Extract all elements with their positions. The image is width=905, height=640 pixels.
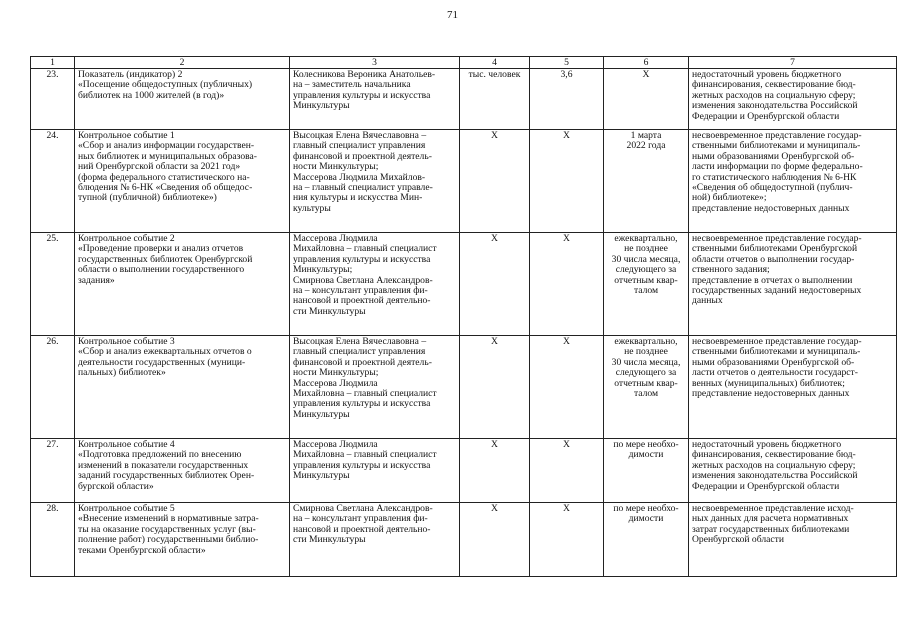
indicator-name-line: деятельности государственных (муници- bbox=[78, 356, 246, 368]
responsible-person-line: Михайловна – главный специалист bbox=[293, 449, 437, 461]
responsible-person-line: на – консультант управления фи- bbox=[293, 513, 428, 525]
header-cell: 2 bbox=[75, 57, 290, 69]
responsible-person-line: финансовой и проектной деятель- bbox=[293, 150, 432, 162]
risk-cell-line: жетных расходов на социальную сферу; bbox=[692, 89, 856, 101]
risk-cell-line: ными образованиями Оренбургской об- bbox=[692, 150, 855, 162]
risk-cell-line: ственными библиотеками и муниципаль- bbox=[692, 346, 861, 358]
indicator-name-line: «Посещение общедоступных (публичных) bbox=[78, 79, 253, 91]
risk-cell-line: недостаточный уровень бюджетного bbox=[692, 439, 842, 450]
risk-cell-line: Федерации и Оренбургской области bbox=[692, 480, 840, 492]
risk-cell-line: го статистического наблюдения № 6-НК bbox=[692, 171, 857, 183]
indicator-name-line: Контрольное событие 5 bbox=[78, 503, 175, 514]
deadline-cell bbox=[604, 336, 689, 439]
indicator-name-line: Контрольное событие 3 bbox=[78, 336, 175, 347]
row-number: 23. bbox=[31, 69, 75, 130]
indicator-name-line: «Сбор и анализ ежеквартальных отчетов о bbox=[78, 346, 252, 358]
indicator-name-line: Контрольное событие 1 bbox=[78, 130, 175, 141]
responsible-person-line: культуры bbox=[293, 202, 331, 214]
deadline-cell-line: 30 числа месяца, bbox=[611, 253, 681, 265]
indicator-name-line: библиотек на 1000 жителей (в год)» bbox=[78, 89, 225, 101]
deadline-cell bbox=[604, 233, 689, 336]
unit-cell: X bbox=[460, 439, 530, 503]
risk-cell-line: представление недостоверных данных bbox=[692, 202, 850, 214]
responsible-person-line: Минкультуры bbox=[293, 100, 350, 112]
row-number: 27. bbox=[31, 439, 75, 503]
deadline-cell-line: следующего за bbox=[615, 264, 677, 276]
indicator-name-line: изменений в показатели государственных bbox=[78, 459, 249, 471]
indicator-name-line: ных библиотек и муниципальных образова- bbox=[78, 150, 258, 162]
risk-cell-line: затрат государственных библиотеками bbox=[692, 523, 850, 535]
responsible-person-line: Минкультуры; bbox=[293, 264, 353, 276]
row-number: 28. bbox=[31, 503, 75, 577]
indicator-name-line: ты на оказание государственных услуг (вы- bbox=[78, 523, 256, 535]
header-cell: 7 bbox=[689, 57, 897, 69]
risk-cell-line: ственного задания; bbox=[692, 264, 770, 276]
deadline-cell-line: следующего за bbox=[615, 367, 677, 379]
responsible-person-line: Массерова Людмила bbox=[293, 439, 378, 450]
risk-cell-line: «Сведения об общедоступной (публич- bbox=[692, 182, 853, 194]
responsible-person-line: Высоцкая Елена Вячеславовна – bbox=[293, 130, 427, 141]
unit-cell: X bbox=[460, 336, 530, 439]
risk-cell-line: финансирования, секвестирование бюд- bbox=[692, 449, 856, 461]
table-row bbox=[31, 336, 897, 439]
responsible-person bbox=[290, 130, 460, 233]
responsible-person-line: на – заместитель начальника bbox=[293, 79, 411, 91]
responsible-person bbox=[290, 69, 460, 130]
risk-cell bbox=[689, 233, 897, 336]
deadline-cell-line: 1 марта bbox=[630, 130, 662, 141]
responsible-person-line: Массерова Людмила Михайлов- bbox=[293, 171, 426, 183]
risk-cell-line: государственных заданий недостоверных bbox=[692, 285, 862, 297]
indicator-name-line: Контрольное событие 2 bbox=[78, 233, 175, 244]
row-number: 26. bbox=[31, 336, 75, 439]
risk-cell-line: Оренбургской области bbox=[692, 534, 784, 546]
responsible-person-line: сти Минкультуры bbox=[293, 305, 366, 317]
responsible-person-line: Михайловна – главный специалист bbox=[293, 243, 437, 255]
risk-cell bbox=[689, 336, 897, 439]
indicator-name-line: пальных) библиотек» bbox=[78, 367, 166, 379]
value-cell: X bbox=[530, 130, 604, 233]
responsible-person-line: управления культуры и искусства bbox=[293, 398, 431, 410]
responsible-person-line: ности Минкультуры; bbox=[293, 161, 379, 173]
responsible-person bbox=[290, 439, 460, 503]
responsible-person-line: управления культуры и искусства bbox=[293, 89, 431, 101]
risk-cell-line: представление в отчетах о выполнении bbox=[692, 274, 853, 286]
plan-table bbox=[30, 56, 897, 577]
table-row bbox=[31, 503, 897, 577]
indicator-name-line: заданий государственных библиотек Орен- bbox=[78, 470, 255, 482]
risk-cell bbox=[689, 503, 897, 577]
indicator-name bbox=[75, 439, 290, 503]
responsible-person-line: Минкультуры bbox=[293, 408, 350, 420]
risk-cell-line: венных (муниципальных) библиотек; bbox=[692, 377, 845, 389]
header-cell: 6 bbox=[604, 57, 689, 69]
responsible-person bbox=[290, 336, 460, 439]
risk-cell-line: финансирования, секвестирование бюд- bbox=[692, 79, 856, 91]
responsible-person bbox=[290, 233, 460, 336]
risk-cell-line: данных bbox=[692, 295, 723, 307]
risk-cell-line: несвоевременное представление исход- bbox=[692, 503, 854, 514]
header-cell: 4 bbox=[460, 57, 530, 69]
indicator-name-line: полнение работ) государственными библио- bbox=[78, 534, 259, 546]
responsible-person-line: управления культуры и искусства bbox=[293, 253, 431, 265]
responsible-person-line: на – консультант управления фи- bbox=[293, 285, 428, 297]
indicator-name bbox=[75, 503, 290, 577]
value-cell: X bbox=[530, 503, 604, 577]
risk-cell-line: ной) библиотеке»; bbox=[692, 192, 767, 204]
deadline-cell-line: отчетным квар- bbox=[614, 274, 678, 286]
table-row bbox=[31, 69, 897, 130]
unit-cell: X bbox=[460, 130, 530, 233]
deadline-cell bbox=[604, 503, 689, 577]
risk-cell-line: ных данных для расчета нормативных bbox=[692, 513, 849, 525]
responsible-person-line: Колесникова Вероника Анатольев- bbox=[293, 69, 436, 80]
deadline-cell-line: X bbox=[642, 69, 650, 80]
indicator-name-line: (форма федерального статистического на- bbox=[78, 171, 250, 183]
deadline-cell-line: по мере необхо- bbox=[613, 503, 679, 514]
responsible-person-line: нансовой и проектной деятельно- bbox=[293, 295, 431, 307]
deadline-cell bbox=[604, 69, 689, 130]
responsible-person-line: Михайловна – главный специалист bbox=[293, 388, 437, 400]
deadline-cell-line: талом bbox=[633, 285, 659, 297]
risk-cell-line: ными образованиями Оренбургской об- bbox=[692, 356, 855, 368]
responsible-person-line: Массерова Людмила bbox=[293, 233, 378, 244]
indicator-name-line: Показатель (индикатор) 2 bbox=[78, 69, 183, 80]
responsible-person-line: главный специалист управления bbox=[293, 346, 426, 358]
page-number: 71 bbox=[447, 9, 458, 21]
indicator-name-line: Контрольное событие 4 bbox=[78, 439, 175, 450]
unit-cell: X bbox=[460, 233, 530, 336]
deadline-cell-line: димости bbox=[628, 513, 664, 525]
risk-cell-line: изменения законодательства Российской bbox=[692, 470, 858, 482]
table-row bbox=[31, 439, 897, 503]
indicator-name-line: государственных библиотек Оренбургской bbox=[78, 253, 253, 265]
risk-cell-line: ственными библиотеками и муниципаль- bbox=[692, 140, 861, 152]
deadline-cell-line: не позднее bbox=[624, 346, 668, 358]
row-number: 25. bbox=[31, 233, 75, 336]
indicator-name-line: задания» bbox=[78, 274, 115, 286]
risk-cell-line: области отчетов о выполнении государ- bbox=[692, 253, 855, 265]
deadline-cell-line: отчетным квар- bbox=[614, 377, 678, 389]
value-cell: X bbox=[530, 439, 604, 503]
risk-cell bbox=[689, 439, 897, 503]
indicator-name bbox=[75, 69, 290, 130]
indicator-name-line: блюдения № 6-НК «Сведения об общедос- bbox=[78, 182, 253, 194]
value-cell: 3,6 bbox=[530, 69, 604, 130]
deadline-cell-line: ежеквартально, bbox=[614, 233, 678, 244]
responsible-person bbox=[290, 503, 460, 577]
risk-cell-line: ласти информации по форме федерально- bbox=[692, 161, 863, 173]
indicator-name-line: тупной (публичной) библиотеке») bbox=[78, 192, 217, 204]
responsible-person-line: ния культуры и искусства Мин- bbox=[293, 192, 423, 204]
risk-cell bbox=[689, 130, 897, 233]
responsible-person-line: сти Минкультуры bbox=[293, 534, 366, 546]
responsible-person-line: финансовой и проектной деятель- bbox=[293, 356, 432, 368]
risk-cell-line: ственными библиотеками Оренбургской bbox=[692, 243, 858, 255]
row-number: 24. bbox=[31, 130, 75, 233]
risk-cell-line: жетных расходов на социальную сферу; bbox=[692, 459, 856, 471]
header-row bbox=[31, 57, 897, 69]
deadline-cell-line: 30 числа месяца, bbox=[611, 356, 681, 368]
responsible-person-line: на – главный специалист управле- bbox=[293, 182, 433, 194]
deadline-cell-line: талом bbox=[633, 388, 659, 400]
value-cell: X bbox=[530, 336, 604, 439]
responsible-person-line: Высоцкая Елена Вячеславовна – bbox=[293, 336, 427, 347]
indicator-name bbox=[75, 130, 290, 233]
header-cell: 5 bbox=[530, 57, 604, 69]
responsible-person-line: главный специалист управления bbox=[293, 140, 426, 152]
deadline-cell-line: по мере необхо- bbox=[613, 439, 679, 450]
responsible-person-line: Смирнова Светлана Александров- bbox=[293, 274, 433, 286]
responsible-person-line: ности Минкультуры; bbox=[293, 367, 379, 379]
deadline-cell-line: ежеквартально, bbox=[614, 336, 678, 347]
deadline-cell bbox=[604, 130, 689, 233]
table-row bbox=[31, 130, 897, 233]
risk-cell-line: Федерации и Оренбургской области bbox=[692, 110, 840, 122]
header-cell: 1 bbox=[31, 57, 75, 69]
deadline-cell-line: 2022 года bbox=[626, 140, 666, 152]
indicator-name-line: «Проведение проверки и анализ отчетов bbox=[78, 243, 244, 255]
responsible-person-line: нансовой и проектной деятельно- bbox=[293, 523, 431, 535]
indicator-name-line: области о выполнении государственного bbox=[78, 264, 245, 276]
responsible-person-line: Массерова Людмила bbox=[293, 377, 378, 389]
risk-cell-line: изменения законодательства Российской bbox=[692, 100, 858, 112]
indicator-name-line: «Сбор и анализ информации государствен- bbox=[78, 140, 255, 152]
indicator-name-line: ний Оренбургской области за 2021 год» bbox=[78, 161, 241, 173]
risk-cell-line: несвоевременное представление государ- bbox=[692, 336, 862, 347]
header-cell: 3 bbox=[290, 57, 460, 69]
risk-cell-line: несвоевременное представление государ- bbox=[692, 233, 862, 244]
unit-cell: X bbox=[460, 503, 530, 577]
responsible-person-line: управления культуры и искусства bbox=[293, 459, 431, 471]
risk-cell bbox=[689, 69, 897, 130]
value-cell: X bbox=[530, 233, 604, 336]
deadline-cell-line: не позднее bbox=[624, 243, 668, 255]
risk-cell-line: несвоевременное представление государ- bbox=[692, 130, 862, 141]
indicator-name-line: «Внесение изменений в нормативные затра- bbox=[78, 513, 259, 525]
table-row bbox=[31, 233, 897, 336]
indicator-name-line: бургской области» bbox=[78, 480, 154, 492]
deadline-cell-line: димости bbox=[628, 449, 664, 461]
indicator-name bbox=[75, 336, 290, 439]
deadline-cell bbox=[604, 439, 689, 503]
risk-cell-line: представление недостоверных данных bbox=[692, 388, 850, 400]
responsible-person-line: Минкультуры bbox=[293, 470, 350, 482]
responsible-person-line: Смирнова Светлана Александров- bbox=[293, 503, 433, 514]
indicator-name bbox=[75, 233, 290, 336]
risk-cell-line: ласти отчетов о деятельности государст- bbox=[692, 367, 858, 379]
unit-cell: тыс. человек bbox=[460, 69, 530, 130]
indicator-name-line: теками Оренбургской области» bbox=[78, 544, 206, 556]
indicator-name-line: «Подготовка предложений по внесению bbox=[78, 449, 242, 461]
risk-cell-line: недостаточный уровень бюджетного bbox=[692, 69, 842, 80]
